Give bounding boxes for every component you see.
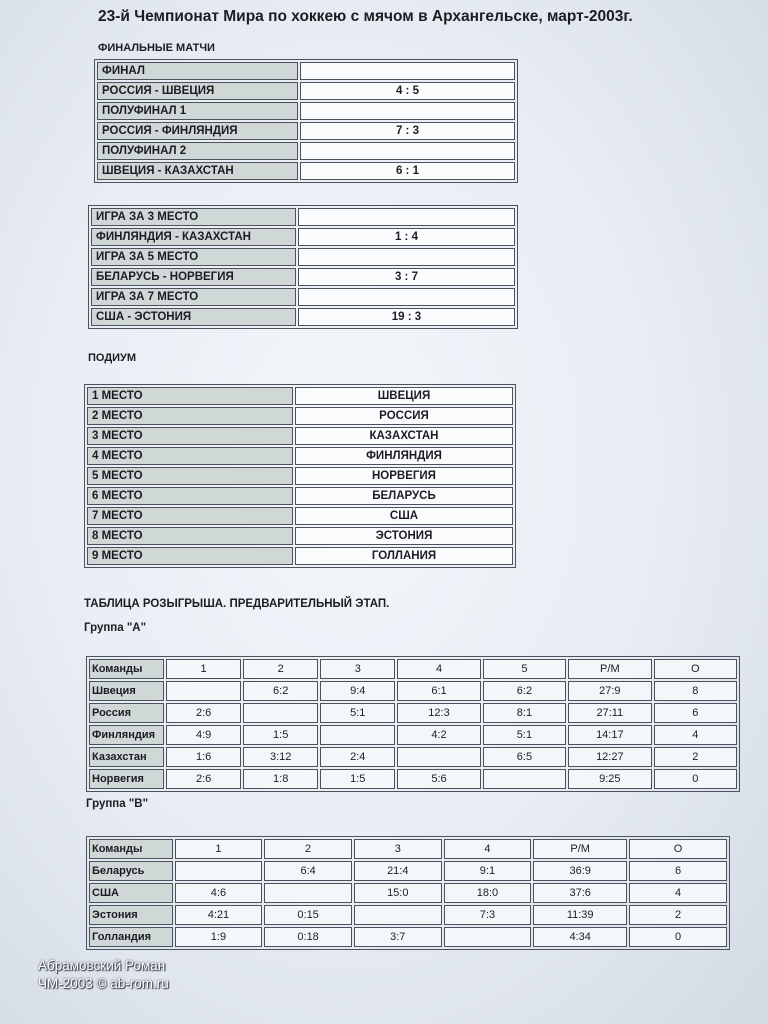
score-cell: 4:6 bbox=[175, 883, 263, 903]
score-cell: 8:1 bbox=[483, 703, 566, 723]
group-a-table bbox=[86, 656, 740, 792]
podium-row-label: 3 МЕСТО bbox=[87, 427, 293, 445]
column-header: 3 bbox=[354, 839, 442, 859]
score-cell: 11:39 bbox=[533, 905, 627, 925]
column-header: О bbox=[654, 659, 737, 679]
finals-row-label: РОССИЯ - ФИНЛЯНДИЯ bbox=[97, 122, 298, 140]
team-name: Беларусь bbox=[89, 861, 173, 881]
column-header: 2 bbox=[264, 839, 352, 859]
score-cell bbox=[354, 905, 442, 925]
score-cell: 6:2 bbox=[483, 681, 566, 701]
score-cell: 3:7 bbox=[354, 927, 442, 947]
placement-row bbox=[91, 228, 515, 246]
placement-row-value bbox=[298, 288, 515, 306]
finals-row-label: ФИНАЛ bbox=[97, 62, 298, 80]
score-cell bbox=[243, 703, 318, 723]
team-name: Казахстан bbox=[89, 747, 164, 767]
score-cell: 4:9 bbox=[166, 725, 241, 745]
finals-row-label: ШВЕЦИЯ - КАЗАХСТАН bbox=[97, 162, 298, 180]
score-cell: 12:27 bbox=[568, 747, 651, 767]
placement-row-value bbox=[298, 248, 515, 266]
score-cell bbox=[483, 769, 566, 789]
podium-row-label: 6 МЕСТО bbox=[87, 487, 293, 505]
placement-row bbox=[91, 268, 515, 286]
score-cell: 4:21 bbox=[175, 905, 263, 925]
finals-row-value: 7 : 3 bbox=[300, 122, 515, 140]
score-cell: 4 bbox=[654, 725, 737, 745]
finals-row-value: 6 : 1 bbox=[300, 162, 515, 180]
score-cell: 18:0 bbox=[444, 883, 532, 903]
podium-row-value: ШВЕЦИЯ bbox=[295, 387, 513, 405]
finals-row bbox=[97, 142, 515, 160]
score-cell bbox=[264, 883, 352, 903]
placement-row bbox=[91, 308, 515, 326]
score-cell: 14:17 bbox=[568, 725, 651, 745]
standings-header-row bbox=[89, 659, 737, 679]
team-name: Россия bbox=[89, 703, 164, 723]
standings-row bbox=[89, 927, 727, 947]
finals-row-value bbox=[300, 62, 515, 80]
column-header: 2 bbox=[243, 659, 318, 679]
score-cell: 1:5 bbox=[243, 725, 318, 745]
score-cell: 5:1 bbox=[320, 703, 395, 723]
podium-row-label: 5 МЕСТО bbox=[87, 467, 293, 485]
finals-row-value bbox=[300, 142, 515, 160]
score-cell: 36:9 bbox=[533, 861, 627, 881]
finals-row bbox=[97, 122, 515, 140]
placement-row bbox=[91, 288, 515, 306]
score-cell: 2 bbox=[629, 905, 727, 925]
standings-row bbox=[89, 703, 737, 723]
column-header: 5 bbox=[483, 659, 566, 679]
finals-row-label: РОССИЯ - ШВЕЦИЯ bbox=[97, 82, 298, 100]
score-cell: 0 bbox=[654, 769, 737, 789]
placement-row-value: 1 : 4 bbox=[298, 228, 515, 246]
team-name: Норвегия bbox=[89, 769, 164, 789]
finals-row bbox=[97, 102, 515, 120]
podium-row-label: 9 МЕСТО bbox=[87, 547, 293, 565]
podium-row-value: НОРВЕГИЯ bbox=[295, 467, 513, 485]
score-cell: 6 bbox=[629, 861, 727, 881]
team-name: Финляндия bbox=[89, 725, 164, 745]
column-header: 1 bbox=[175, 839, 263, 859]
podium-table bbox=[84, 384, 516, 568]
score-cell: 1:5 bbox=[320, 769, 395, 789]
column-header: О bbox=[629, 839, 727, 859]
score-cell: 6:4 bbox=[264, 861, 352, 881]
score-cell: 1:6 bbox=[166, 747, 241, 767]
finals-heading: ФИНАЛЬНЫЕ МАТЧИ bbox=[98, 42, 215, 54]
team-name: Швеция bbox=[89, 681, 164, 701]
score-cell: 0:18 bbox=[264, 927, 352, 947]
placement-row-value bbox=[298, 208, 515, 226]
podium-row-value: КАЗАХСТАН bbox=[295, 427, 513, 445]
standings-row bbox=[89, 861, 727, 881]
score-cell: 9:1 bbox=[444, 861, 532, 881]
group-b-table bbox=[86, 836, 730, 950]
placement-matches-table bbox=[88, 205, 518, 329]
standings-row bbox=[89, 681, 737, 701]
team-name: Эстония bbox=[89, 905, 173, 925]
podium-row bbox=[87, 467, 513, 485]
score-cell: 1:8 bbox=[243, 769, 318, 789]
standings-header-row bbox=[89, 839, 727, 859]
score-cell: 7:3 bbox=[444, 905, 532, 925]
podium-row-value: ЭСТОНИЯ bbox=[295, 527, 513, 545]
team-name: Голландия bbox=[89, 927, 173, 947]
column-header: Команды bbox=[89, 659, 164, 679]
finals-row-label: ПОЛУФИНАЛ 2 bbox=[97, 142, 298, 160]
placement-row-label: США - ЭСТОНИЯ bbox=[91, 308, 296, 326]
score-cell: 6:1 bbox=[397, 681, 480, 701]
score-cell bbox=[444, 927, 532, 947]
group-b-heading: Группа "В" bbox=[86, 798, 149, 810]
column-header: 1 bbox=[166, 659, 241, 679]
podium-row-value: ГОЛЛАНИЯ bbox=[295, 547, 513, 565]
score-cell: 9:4 bbox=[320, 681, 395, 701]
placement-row-label: БЕЛАРУСЬ - НОРВЕГИЯ bbox=[91, 268, 296, 286]
watermark-credit: ЧМ-2003 © ab-rom.ru bbox=[38, 976, 169, 991]
podium-row-value: ФИНЛЯНДИЯ bbox=[295, 447, 513, 465]
score-cell: 2:4 bbox=[320, 747, 395, 767]
podium-row bbox=[87, 507, 513, 525]
score-cell: 6:2 bbox=[243, 681, 318, 701]
placement-row bbox=[91, 208, 515, 226]
placement-row-label: ФИНЛЯНДИЯ - КАЗАХСТАН bbox=[91, 228, 296, 246]
placement-row-value: 3 : 7 bbox=[298, 268, 515, 286]
finals-row bbox=[97, 62, 515, 80]
podium-row-label: 1 МЕСТО bbox=[87, 387, 293, 405]
score-cell: 4:2 bbox=[397, 725, 480, 745]
score-cell: 2:6 bbox=[166, 769, 241, 789]
score-cell: 12:3 bbox=[397, 703, 480, 723]
podium-row-label: 8 МЕСТО bbox=[87, 527, 293, 545]
standings-row bbox=[89, 883, 727, 903]
finals-row-value bbox=[300, 102, 515, 120]
standings-row bbox=[89, 725, 737, 745]
score-cell: 6 bbox=[654, 703, 737, 723]
column-header: Р/М bbox=[533, 839, 627, 859]
podium-row bbox=[87, 527, 513, 545]
podium-row bbox=[87, 387, 513, 405]
group-a-heading: Группа "А" bbox=[84, 622, 147, 634]
score-cell bbox=[320, 725, 395, 745]
column-header: Р/М bbox=[568, 659, 651, 679]
finals-row bbox=[97, 82, 515, 100]
score-cell: 5:6 bbox=[397, 769, 480, 789]
score-cell: 9:25 bbox=[568, 769, 651, 789]
column-header: Команды bbox=[89, 839, 173, 859]
score-cell: 5:1 bbox=[483, 725, 566, 745]
score-cell: 8 bbox=[654, 681, 737, 701]
score-cell: 15:0 bbox=[354, 883, 442, 903]
column-header: 3 bbox=[320, 659, 395, 679]
podium-row-label: 7 МЕСТО bbox=[87, 507, 293, 525]
podium-row bbox=[87, 427, 513, 445]
column-header: 4 bbox=[444, 839, 532, 859]
standings-row bbox=[89, 747, 737, 767]
podium-row bbox=[87, 547, 513, 565]
document-title: 23-й Чемпионат Мира по хоккею с мячом в Архангельске, март-2003г. bbox=[98, 8, 633, 25]
score-cell: 0:15 bbox=[264, 905, 352, 925]
podium-row bbox=[87, 447, 513, 465]
preliminary-stage-heading: ТАБЛИЦА РОЗЫГРЫША. ПРЕДВАРИТЕЛЬНЫЙ ЭТАП. bbox=[84, 598, 390, 610]
score-cell: 27:11 bbox=[568, 703, 651, 723]
finals-row-label: ПОЛУФИНАЛ 1 bbox=[97, 102, 298, 120]
podium-row-label: 4 МЕСТО bbox=[87, 447, 293, 465]
podium-row-value: БЕЛАРУСЬ bbox=[295, 487, 513, 505]
score-cell: 0 bbox=[629, 927, 727, 947]
score-cell bbox=[166, 681, 241, 701]
column-header: 4 bbox=[397, 659, 480, 679]
score-cell: 2:6 bbox=[166, 703, 241, 723]
score-cell: 37:6 bbox=[533, 883, 627, 903]
placement-row-value: 19 : 3 bbox=[298, 308, 515, 326]
standings-row bbox=[89, 905, 727, 925]
podium-heading: ПОДИУМ bbox=[88, 352, 137, 364]
score-cell bbox=[175, 861, 263, 881]
score-cell: 21:4 bbox=[354, 861, 442, 881]
score-cell: 4 bbox=[629, 883, 727, 903]
standings-row bbox=[89, 769, 737, 789]
placement-row-label: ИГРА ЗА 7 МЕСТО bbox=[91, 288, 296, 306]
score-cell: 2 bbox=[654, 747, 737, 767]
finals-table bbox=[94, 59, 518, 183]
score-cell bbox=[397, 747, 480, 767]
finals-row bbox=[97, 162, 515, 180]
score-cell: 4:34 bbox=[533, 927, 627, 947]
score-cell: 3:12 bbox=[243, 747, 318, 767]
placement-row bbox=[91, 248, 515, 266]
score-cell: 27:9 bbox=[568, 681, 651, 701]
watermark-author: Абрамовский Роман bbox=[38, 958, 166, 973]
placement-row-label: ИГРА ЗА 5 МЕСТО bbox=[91, 248, 296, 266]
podium-row bbox=[87, 407, 513, 425]
score-cell: 1:9 bbox=[175, 927, 263, 947]
finals-row-value: 4 : 5 bbox=[300, 82, 515, 100]
score-cell: 6:5 bbox=[483, 747, 566, 767]
placement-row-label: ИГРА ЗА 3 МЕСТО bbox=[91, 208, 296, 226]
team-name: США bbox=[89, 883, 173, 903]
podium-row-value: РОССИЯ bbox=[295, 407, 513, 425]
podium-row bbox=[87, 487, 513, 505]
podium-row-value: США bbox=[295, 507, 513, 525]
podium-row-label: 2 МЕСТО bbox=[87, 407, 293, 425]
